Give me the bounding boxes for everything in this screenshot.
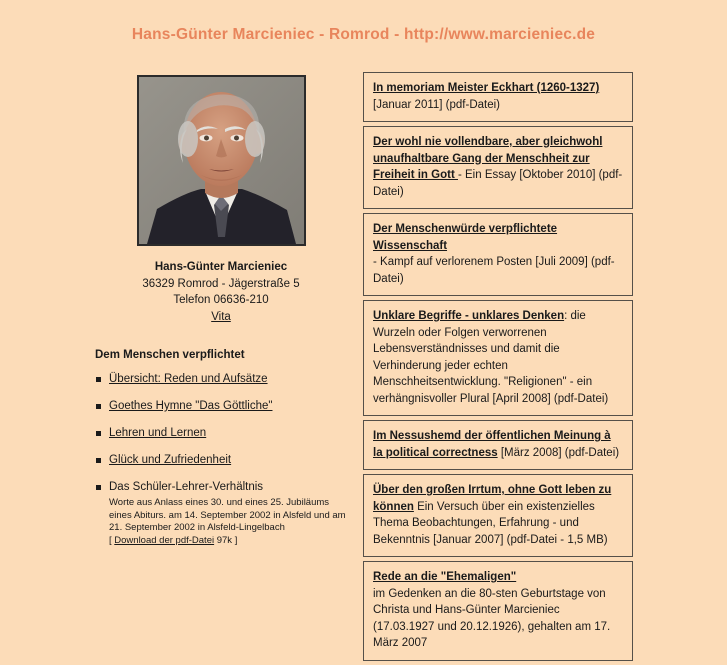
article-headline-link[interactable]: Unklare Begriffe - unklares Denken — [373, 310, 565, 322]
article-body: [Januar 2011] (pdf-Datei) — [373, 98, 500, 111]
article-body: Ein Versuch über ein existenzielles Thema Beobachtungen, Erfahrung - und Bekenntnis [Januar 2007] (pdf-Datei - 1,5 MB) — [373, 500, 608, 546]
sidebar-item-note — [109, 497, 347, 547]
list-item — [95, 453, 347, 468]
article-body: : die Wurzeln oder Folgen verworrenen Lebensverständnisses und damit die Verhinderung jeder echten Menschheitsentwicklung. "Religionen" - ein verhängnisvoller Plural [April 2008] (pdf-Datei) — [373, 310, 609, 405]
owner-name: Hans-Günter Marcieniec — [154, 261, 288, 273]
sidebar-item-note-text: Worte aus Anlass eines 30. und eines 25. Jubiläums eines Abiturs. am 14. September 2002 in Alsfeld und am 21. September 2002 in Alsfeld-Lingelbach — [109, 497, 346, 534]
sidebar-link-list — [95, 372, 347, 547]
article-headline-link[interactable]: Der wohl nie vollendbare, aber gleichwohl unaufhaltbare Gang der Menschheit zur Freiheit in Gott — [373, 136, 603, 181]
article-headline-link[interactable]: Der Menschenwürde verpflichtete Wissenschaft — [373, 223, 558, 252]
article-body: [März 2008] (pdf-Datei) — [497, 446, 620, 459]
owner-phone: Telefon 06636-210 — [173, 294, 269, 306]
list-item — [95, 426, 347, 441]
sidebar-item-uebersicht[interactable]: Übersicht: Reden und Aufsätze — [109, 373, 268, 385]
download-file-size: 97k ] — [214, 534, 238, 546]
list-item — [95, 372, 347, 387]
article-headline-link[interactable]: Im Nessushemd der öffentlichen Meinung à la political correctness — [373, 430, 611, 459]
vita-link[interactable]: Vita — [211, 310, 231, 323]
sidebar-item-goethes-hymne[interactable]: Goethes Hymne "Das Göttliche" — [109, 400, 273, 412]
article-headline-link[interactable]: Über den großen Irrtum, ohne Gott leben zu können — [373, 484, 612, 513]
article-body: - Kampf auf verlorenem Posten [Juli 2009] (pdf-Datei) — [373, 256, 615, 285]
owner-street: 36329 Romrod - Jägerstraße 5 — [142, 277, 300, 290]
address-block — [95, 259, 347, 325]
download-pdf-link[interactable]: Download der pdf-Datei — [114, 534, 215, 546]
article-box — [363, 300, 633, 416]
article-body: im Gedenken an die 80-sten Geburtstage von Christa und Hans-Günter Marcieniec (17.03.1927 und 20.12.1926), gehalten am 17. März 2007 — [373, 587, 611, 649]
list-item — [95, 399, 347, 414]
sidebar-item-lehren-und-lernen[interactable]: Lehren und Lernen — [109, 427, 207, 439]
sidebar — [95, 70, 347, 559]
article-box — [363, 213, 633, 296]
sidebar-item-schueler-lehrer-verhaeltnis: Das Schüler-Lehrer-Verhältnis — [109, 481, 264, 493]
list-item — [95, 480, 347, 547]
article-headline-link[interactable]: In memoriam Meister Eckhart (1260-1327) — [373, 82, 600, 94]
article-box — [363, 126, 633, 209]
download-bracket-open: [ — [109, 534, 115, 546]
article-box — [363, 561, 633, 661]
portrait-photo — [137, 75, 306, 246]
sidebar-item-glueck-und-zufriedenheit[interactable]: Glück und Zufriedenheit — [109, 454, 232, 466]
page-title: Hans-Günter Marcieniec - Romrod - http://www.marcieniec.de — [131, 26, 596, 43]
article-list — [363, 72, 633, 665]
article-body: - Ein Essay [Oktober 2010] (pdf-Datei) — [373, 169, 623, 198]
sidebar-section-heading: Dem Menschen verpflichtet — [95, 349, 245, 361]
portrait-photo-image — [139, 77, 304, 244]
article-headline-link[interactable]: Rede an die "Ehemaligen" — [373, 571, 517, 583]
article-box — [363, 72, 633, 122]
article-box — [363, 420, 633, 470]
